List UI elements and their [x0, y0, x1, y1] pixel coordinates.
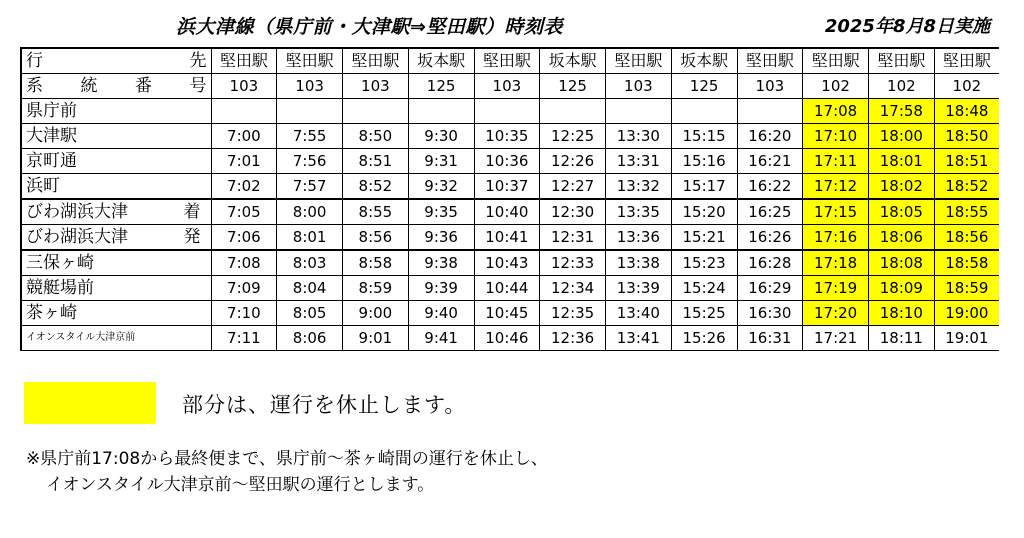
destination-cell: 堅田駅 — [934, 48, 999, 74]
departure-time-cell: 7:56 — [277, 149, 343, 174]
departure-time-cell: 17:58 — [869, 99, 935, 124]
departure-time-cell: 17:16 — [803, 225, 869, 251]
stop-row — [21, 149, 999, 174]
departure-time-cell: 7:09 — [211, 276, 277, 301]
stop-row — [21, 250, 999, 276]
departure-time-cell: 13:38 — [606, 250, 672, 276]
stop-name: 浜町 — [26, 176, 60, 196]
stop-name-cell — [21, 225, 211, 251]
departure-time-cell: 7:10 — [211, 301, 277, 326]
stop-name: 県庁前 — [26, 101, 77, 121]
destination-row — [21, 48, 999, 74]
departure-time-cell: 9:31 — [408, 149, 474, 174]
departure-time-cell: 12:30 — [540, 199, 606, 225]
destination-cell: 堅田駅 — [474, 48, 540, 74]
route-number-label — [21, 74, 211, 99]
departure-time-cell: 7:08 — [211, 250, 277, 276]
destination-cell: 堅田駅 — [277, 48, 343, 74]
route-number-cell: 125 — [408, 74, 474, 99]
departure-time-cell: 16:22 — [737, 174, 803, 200]
departure-time-cell: 9:32 — [408, 174, 474, 200]
departure-time-cell: 8:04 — [277, 276, 343, 301]
departure-time-cell: 18:11 — [869, 326, 935, 351]
departure-time-cell: 16:20 — [737, 124, 803, 149]
departure-time-cell: 12:35 — [540, 301, 606, 326]
departure-time-cell: 19:01 — [934, 326, 999, 351]
timetable-container — [20, 47, 999, 366]
departure-time-cell: 18:50 — [934, 124, 999, 149]
departure-time-cell: 17:10 — [803, 124, 869, 149]
dest-label-left: 行 — [26, 51, 43, 71]
departure-time-cell: 18:10 — [869, 301, 935, 326]
departure-time-cell: 9:01 — [343, 326, 409, 351]
route-number-cell: 103 — [343, 74, 409, 99]
stop-row — [21, 301, 999, 326]
departure-time-cell: 7:06 — [211, 225, 277, 251]
destination-cell: 堅田駅 — [869, 48, 935, 74]
departure-time-cell: 8:59 — [343, 276, 409, 301]
stop-name-cell — [21, 326, 211, 351]
destination-cell: 坂本駅 — [408, 48, 474, 74]
departure-time-cell: 18:55 — [934, 199, 999, 225]
departure-time-cell: 15:20 — [671, 199, 737, 225]
departure-time-cell: 15:23 — [671, 250, 737, 276]
departure-time-cell: 13:32 — [606, 174, 672, 200]
departure-time-cell: 8:56 — [343, 225, 409, 251]
departure-time-cell: 18:06 — [869, 225, 935, 251]
stop-name-cell — [21, 99, 211, 124]
destination-cell: 堅田駅 — [211, 48, 277, 74]
stop-name: びわ湖浜大津 — [26, 227, 128, 247]
destination-cell: 坂本駅 — [671, 48, 737, 74]
departure-time-cell: 16:31 — [737, 326, 803, 351]
destination-cell: 堅田駅 — [606, 48, 672, 74]
departure-time-cell: 18:56 — [934, 225, 999, 251]
stop-row — [21, 199, 999, 225]
departure-time-cell: 8:06 — [277, 326, 343, 351]
departure-time-cell: 16:29 — [737, 276, 803, 301]
stop-row — [21, 99, 999, 124]
departure-time-cell: 10:43 — [474, 250, 540, 276]
stop-name-cell — [21, 149, 211, 174]
departure-time-cell: 18:08 — [869, 250, 935, 276]
departure-time-cell — [408, 99, 474, 124]
departure-time-cell: 8:05 — [277, 301, 343, 326]
stop-name: 茶ヶ崎 — [26, 303, 77, 323]
stop-name: びわ湖浜大津 — [26, 202, 128, 222]
departure-time-cell: 18:02 — [869, 174, 935, 200]
departure-time-cell: 17:18 — [803, 250, 869, 276]
departure-time-cell: 12:33 — [540, 250, 606, 276]
departure-time-cell: 15:24 — [671, 276, 737, 301]
departure-time-cell — [277, 99, 343, 124]
timetable-title: 浜大津線（県庁前・大津駅⇒堅田駅）時刻表 — [176, 16, 563, 38]
departure-time-cell: 16:25 — [737, 199, 803, 225]
departure-time-cell: 12:27 — [540, 174, 606, 200]
departure-time-cell: 9:39 — [408, 276, 474, 301]
departure-time-cell: 16:28 — [737, 250, 803, 276]
departure-time-cell: 7:01 — [211, 149, 277, 174]
stop-name-cell — [21, 124, 211, 149]
departure-time-cell — [671, 99, 737, 124]
route-label-char: 統 — [80, 76, 98, 96]
stop-arr-dep: 着 — [183, 202, 201, 222]
stop-row — [21, 276, 999, 301]
departure-time-cell — [540, 99, 606, 124]
departure-time-cell: 10:41 — [474, 225, 540, 251]
stop-name: イオンスタイル大津京前 — [26, 332, 136, 343]
departure-time-cell: 12:26 — [540, 149, 606, 174]
departure-time-cell: 10:37 — [474, 174, 540, 200]
departure-time-cell: 18:51 — [934, 149, 999, 174]
departure-time-cell: 13:40 — [606, 301, 672, 326]
departure-time-cell: 18:52 — [934, 174, 999, 200]
stop-name: 競艇場前 — [26, 278, 94, 298]
departure-time-cell: 10:45 — [474, 301, 540, 326]
departure-time-cell: 17:15 — [803, 199, 869, 225]
departure-time-cell: 17:12 — [803, 174, 869, 200]
departure-time-cell: 13:35 — [606, 199, 672, 225]
legend-color-swatch — [24, 382, 156, 424]
departure-time-cell — [343, 99, 409, 124]
departure-time-cell: 8:51 — [343, 149, 409, 174]
departure-time-cell: 18:59 — [934, 276, 999, 301]
departure-time-cell: 12:36 — [540, 326, 606, 351]
departure-time-cell: 9:38 — [408, 250, 474, 276]
departure-time-cell: 17:20 — [803, 301, 869, 326]
departure-time-cell: 15:21 — [671, 225, 737, 251]
departure-time-cell: 10:44 — [474, 276, 540, 301]
departure-time-cell — [606, 99, 672, 124]
stop-name: 大津駅 — [26, 126, 77, 146]
stop-name-cell — [21, 301, 211, 326]
departure-time-cell: 12:31 — [540, 225, 606, 251]
departure-time-cell: 16:21 — [737, 149, 803, 174]
route-label-char: 番 — [135, 76, 152, 96]
destination-row-label — [21, 48, 211, 74]
departure-time-cell: 13:36 — [606, 225, 672, 251]
departure-time-cell: 15:17 — [671, 174, 737, 200]
departure-time-cell: 9:41 — [408, 326, 474, 351]
departure-time-cell: 17:11 — [803, 149, 869, 174]
departure-time-cell: 15:26 — [671, 326, 737, 351]
departure-time-cell: 13:30 — [606, 124, 672, 149]
departure-time-cell: 18:58 — [934, 250, 999, 276]
departure-time-cell: 9:40 — [408, 301, 474, 326]
note-line-2: イオンスタイル大津京前～堅田駅の運行とします。 — [46, 475, 435, 495]
departure-time-cell: 7:11 — [211, 326, 277, 351]
departure-time-cell: 10:46 — [474, 326, 540, 351]
departure-time-cell: 10:35 — [474, 124, 540, 149]
stop-row — [21, 326, 999, 351]
route-label-char: 系 — [26, 76, 43, 96]
route-number-cell: 102 — [803, 74, 869, 99]
departure-time-cell: 9:00 — [343, 301, 409, 326]
departure-time-cell: 18:05 — [869, 199, 935, 225]
departure-time-cell: 8:50 — [343, 124, 409, 149]
departure-time-cell: 7:57 — [277, 174, 343, 200]
note-line-1: ※県庁前17:08から最終便まで、県庁前～茶ヶ崎間の運行を休止し、 — [26, 449, 548, 469]
route-number-cell: 103 — [737, 74, 803, 99]
route-number-cell: 103 — [606, 74, 672, 99]
stop-name: 京町通 — [26, 151, 77, 171]
stop-name-cell — [21, 199, 211, 225]
destination-cell: 堅田駅 — [803, 48, 869, 74]
departure-time-cell: 15:16 — [671, 149, 737, 174]
departure-time-cell — [474, 99, 540, 124]
departure-time-cell: 7:05 — [211, 199, 277, 225]
departure-time-cell: 15:15 — [671, 124, 737, 149]
route-number-cell: 103 — [277, 74, 343, 99]
route-number-cell: 102 — [869, 74, 935, 99]
route-label-char: 号 — [189, 76, 207, 96]
departure-time-cell: 7:02 — [211, 174, 277, 200]
departure-time-cell: 9:36 — [408, 225, 474, 251]
stop-row — [21, 124, 999, 149]
departure-time-cell: 8:00 — [277, 199, 343, 225]
destination-cell: 堅田駅 — [343, 48, 409, 74]
timetable — [20, 47, 999, 351]
route-number-cell: 103 — [474, 74, 540, 99]
departure-time-cell — [211, 99, 277, 124]
departure-time-cell: 8:55 — [343, 199, 409, 225]
stop-arr-dep: 発 — [183, 227, 201, 247]
route-number-cell: 125 — [540, 74, 606, 99]
route-number-cell: 103 — [211, 74, 277, 99]
route-number-cell: 125 — [671, 74, 737, 99]
departure-time-cell: 9:35 — [408, 199, 474, 225]
departure-time-cell: 10:36 — [474, 149, 540, 174]
departure-time-cell: 16:26 — [737, 225, 803, 251]
stop-name-cell — [21, 276, 211, 301]
departure-time-cell: 16:30 — [737, 301, 803, 326]
departure-time-cell: 15:25 — [671, 301, 737, 326]
stop-name: 三保ヶ崎 — [26, 253, 94, 273]
departure-time-cell: 9:30 — [408, 124, 474, 149]
departure-time-cell: 18:01 — [869, 149, 935, 174]
departure-time-cell: 7:55 — [277, 124, 343, 149]
stop-row — [21, 225, 999, 251]
departure-time-cell: 10:40 — [474, 199, 540, 225]
stop-row — [21, 174, 999, 200]
stop-name-cell — [21, 174, 211, 200]
destination-cell: 堅田駅 — [737, 48, 803, 74]
departure-time-cell: 12:25 — [540, 124, 606, 149]
departure-time-cell: 13:31 — [606, 149, 672, 174]
route-number-row — [21, 74, 999, 99]
departure-time-cell: 13:39 — [606, 276, 672, 301]
departure-time-cell: 8:03 — [277, 250, 343, 276]
departure-time-cell: 18:00 — [869, 124, 935, 149]
departure-time-cell: 13:41 — [606, 326, 672, 351]
departure-time-cell: 18:48 — [934, 99, 999, 124]
route-number-cell: 102 — [934, 74, 999, 99]
departure-time-cell — [737, 99, 803, 124]
stop-name-cell — [21, 250, 211, 276]
effective-date: 2025年8月8日実施 — [824, 16, 990, 37]
departure-time-cell: 18:09 — [869, 276, 935, 301]
departure-time-cell: 19:00 — [934, 301, 999, 326]
departure-time-cell: 17:08 — [803, 99, 869, 124]
departure-time-cell: 8:01 — [277, 225, 343, 251]
destination-cell: 坂本駅 — [540, 48, 606, 74]
departure-time-cell: 17:21 — [803, 326, 869, 351]
legend-text: 部分は、運行を休止します。 — [182, 393, 467, 417]
departure-time-cell: 7:00 — [211, 124, 277, 149]
departure-time-cell: 8:58 — [343, 250, 409, 276]
departure-time-cell: 12:34 — [540, 276, 606, 301]
dest-label-right: 先 — [189, 51, 207, 71]
departure-time-cell: 8:52 — [343, 174, 409, 200]
departure-time-cell: 17:19 — [803, 276, 869, 301]
